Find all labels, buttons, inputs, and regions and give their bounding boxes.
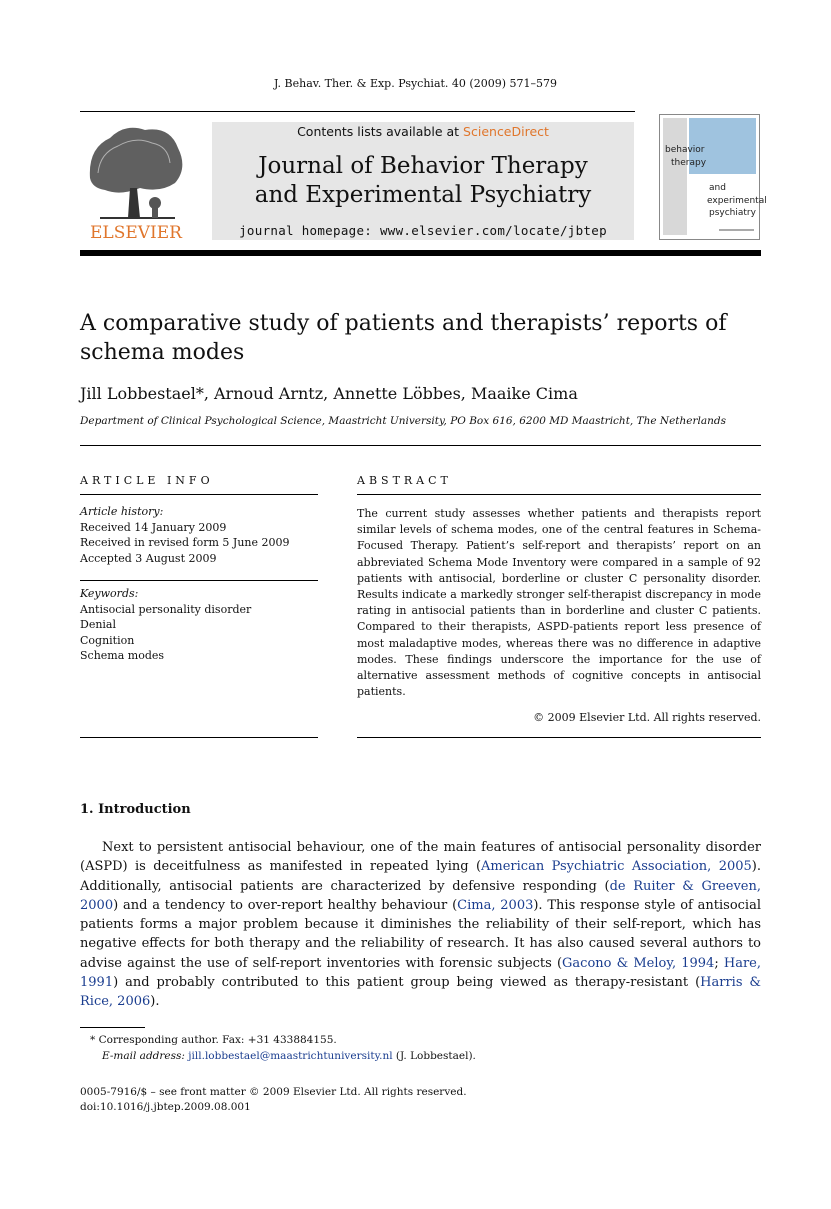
- history-accepted: Accepted 3 August 2009: [80, 551, 217, 565]
- journal-title-line1: Journal of Behavior Therapy: [258, 153, 588, 179]
- intro-text: ) and probably contributed to this patient group being viewed as therapy-resistant (: [113, 975, 701, 991]
- svg-text:and: and: [709, 183, 726, 193]
- intro-text: ). This response style of antisocial patients forms a major problem because it diminishes the reliability of their self-report, which has negative effects for both therapy and the reliability of research. It has also caused several authors to advise against the use of self-report inventories with forensic subjects (: [80, 897, 761, 971]
- svg-text:ELSEVIER: ELSEVIER: [90, 223, 182, 243]
- tree-icon: [80, 118, 192, 243]
- journal-cover-image: [659, 114, 767, 240]
- intro-text: ;: [714, 955, 724, 971]
- keywords-rule: [80, 580, 318, 581]
- journal-cover: [659, 114, 767, 240]
- citation-link[interactable]: Cima, 2003: [457, 897, 534, 913]
- svg-text:therapy: therapy: [671, 158, 707, 168]
- sciencedirect-link[interactable]: ScienceDirect: [463, 124, 549, 139]
- front-matter: [80, 1085, 467, 1115]
- keywords: [80, 586, 318, 664]
- citation-link[interactable]: American Psychiatric Association, 2005: [481, 859, 752, 875]
- journal-title: [212, 152, 634, 210]
- journal-reference: J. Behav. Ther. & Exp. Psychiat. 40 (2009) 571–579: [274, 77, 557, 90]
- journal-title-line2: and Experimental Psychiatry: [254, 182, 592, 208]
- footnote-corresponding: * Corresponding author. Fax: +31 433884155.: [90, 1034, 337, 1046]
- article-info-rule: [80, 494, 318, 495]
- citation-link[interactable]: Harris & Rice, 2006: [80, 975, 761, 1010]
- history-label: Article history:: [80, 505, 164, 518]
- email-label: E-mail address:: [102, 1050, 189, 1062]
- intro-text: ) and a tendency to over-report healthy behaviour (: [113, 897, 458, 913]
- citation-link[interactable]: Hare, 1991: [80, 955, 761, 991]
- top-rule: [80, 111, 635, 112]
- citation-link[interactable]: Gacono & Meloy, 1994: [562, 955, 715, 971]
- contents-line: [212, 124, 634, 139]
- svg-text:psychiatry: psychiatry: [709, 208, 756, 218]
- elsevier-logo: [80, 118, 192, 243]
- svg-text:experimental: experimental: [707, 196, 767, 206]
- footnote-email: [80, 1049, 476, 1064]
- article-title: A comparative study of patients and therapists’ reports of schema modes: [80, 311, 727, 365]
- footnote-rule: [80, 1027, 145, 1028]
- svg-text:behavior: behavior: [665, 145, 705, 155]
- article-affiliation: Department of Clinical Psychological Science, Maastricht University, PO Box 616, 6200 MD Maastricht, The Netherlands: [80, 415, 727, 427]
- article-info-heading: ARTICLE INFO: [80, 474, 214, 487]
- history-received: Received 14 January 2009: [80, 520, 227, 534]
- front-matter-issn: 0005-7916/$ – see front matter © 2009 Elsevier Ltd. All rights reserved.: [80, 1086, 467, 1098]
- keyword-item: Denial: [80, 618, 117, 632]
- keyword-item: Schema modes: [80, 649, 165, 663]
- abstract-rule: [357, 494, 761, 495]
- intro-text: ).: [150, 994, 160, 1010]
- introduction-body: [80, 838, 761, 1012]
- intro-text: ). Additionally, antisocial patients are characterized by defensive responding (: [80, 859, 761, 894]
- intro-paragraph: [80, 838, 761, 1012]
- keywords-label: Keywords:: [80, 587, 139, 600]
- journal-homepage[interactable]: journal homepage: www.elsevier.com/locate/jbtep: [239, 223, 607, 238]
- article-info-bottom-rule: [80, 737, 318, 738]
- front-matter-doi[interactable]: doi:10.1016/j.jbtep.2009.08.001: [80, 1101, 251, 1113]
- article-authors: Jill Lobbestael*, Arnoud Arntz, Annette Löbbes, Maaike Cima: [80, 384, 578, 403]
- citation-link[interactable]: de Ruiter & Greeven, 2000: [80, 878, 761, 913]
- info-rule: [80, 445, 761, 446]
- abstract-copyright: © 2009 Elsevier Ltd. All rights reserved.: [533, 711, 761, 724]
- email-link[interactable]: jill.lobbestael@maastrichtuniversity.nl: [188, 1050, 393, 1062]
- intro-text: Next to persistent antisocial behaviour, one of the main features of antisocial personality disorder (ASPD) is deceitfulness as manifested in repeated lying (: [80, 840, 761, 875]
- abstract-bottom-rule: [357, 737, 761, 738]
- history-revised: Received in revised form 5 June 2009: [80, 536, 290, 550]
- abstract-heading: ABSTRACT: [357, 474, 452, 487]
- header-thick-rule: [80, 250, 761, 256]
- email-suffix: (J. Lobbestael).: [392, 1050, 476, 1062]
- abstract-text: The current study assesses whether patients and therapists report similar levels of schema modes, one of the central features in Schema-Focused Therapy. Patient’s self-report and therapists’ report on an abbreviated Schema Mode Inventory were compared in a sample of 92 patients with antisocial, borderline or cluster C personality disorder. Results indicate a markedly stronger self-therapist discrepancy in mode rating in antisocial patients than in borderline and cluster C patients. Compared to their therapists, ASPD-patients report less presence of most maladaptive modes, whereas there was no difference in adaptive modes. These findings underscore the importance for the use of alternative assessment methods of cognitive concepts in antisocial patients.: [357, 507, 761, 699]
- section-heading-introduction: 1. Introduction: [80, 802, 191, 817]
- article-history: [80, 504, 318, 566]
- contents-prefix: Contents lists available at: [297, 124, 464, 139]
- keyword-item: Cognition: [80, 633, 135, 647]
- keyword-item: Antisocial personality disorder: [80, 602, 252, 616]
